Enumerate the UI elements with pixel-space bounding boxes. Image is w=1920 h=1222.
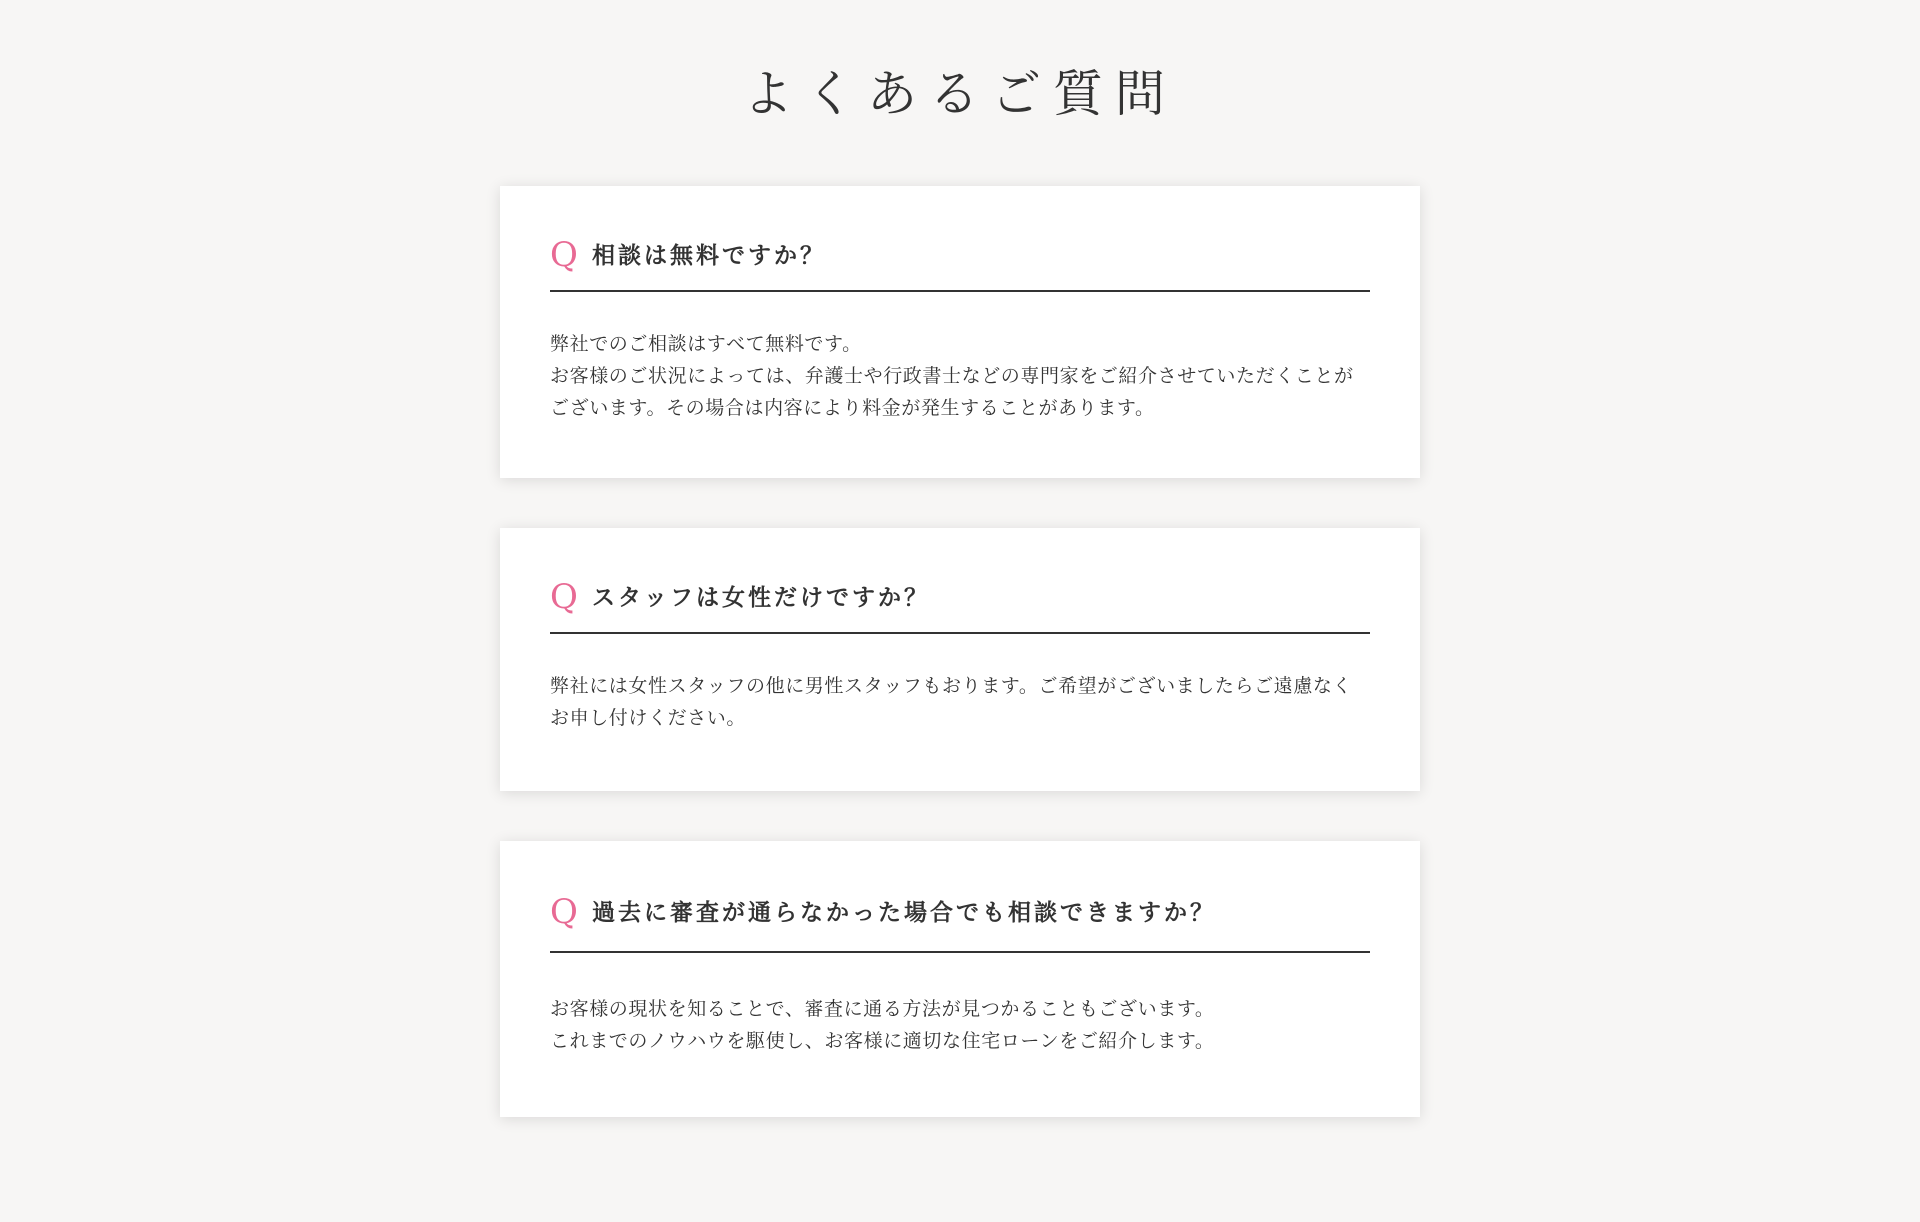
faq-answer-line: お客様のご状況によっては、弁護士や行政書士などの専門家をご紹介させていただくことがございます。その場合は内容により料金が発生することがあります。 <box>550 365 1354 419</box>
faq-question <box>550 577 1370 634</box>
faq-answer-line: お客様の現状を知ることで、審査に通る方法が見つかることもございます。 <box>550 998 1215 1020</box>
faq-item <box>500 186 1420 478</box>
faq-answer-line: 弊社でのご相談はすべて無料です。 <box>550 333 862 355</box>
q-icon: Q <box>550 577 578 617</box>
faq-answer-line: 弊社には女性スタッフの他に男性スタッフもおります。ご希望がございましたらご遠慮なくお申し付けください。 <box>550 675 1353 729</box>
page-title: よくあるご質問 <box>743 65 1177 123</box>
faq-answer <box>550 670 1370 734</box>
faq-question-text: 過去に審査が通らなかった場合でも相談できますか？ <box>592 899 1216 926</box>
faq-answer <box>550 993 1370 1057</box>
faq-item <box>500 528 1420 791</box>
faq-question-text: スタッフは女性だけですか？ <box>592 584 930 611</box>
faq-item <box>500 841 1420 1117</box>
faq-question-text: 相談は無料ですか？ <box>592 242 826 269</box>
q-icon: Q <box>550 235 578 275</box>
faq-question <box>550 235 1370 292</box>
faq-question <box>550 892 1370 953</box>
faq-answer <box>550 328 1370 424</box>
faq-answer-line: これまでのノウハウを駆使し、お客様に適切な住宅ローンをご紹介します。 <box>550 1030 1215 1052</box>
q-icon: Q <box>550 892 578 932</box>
